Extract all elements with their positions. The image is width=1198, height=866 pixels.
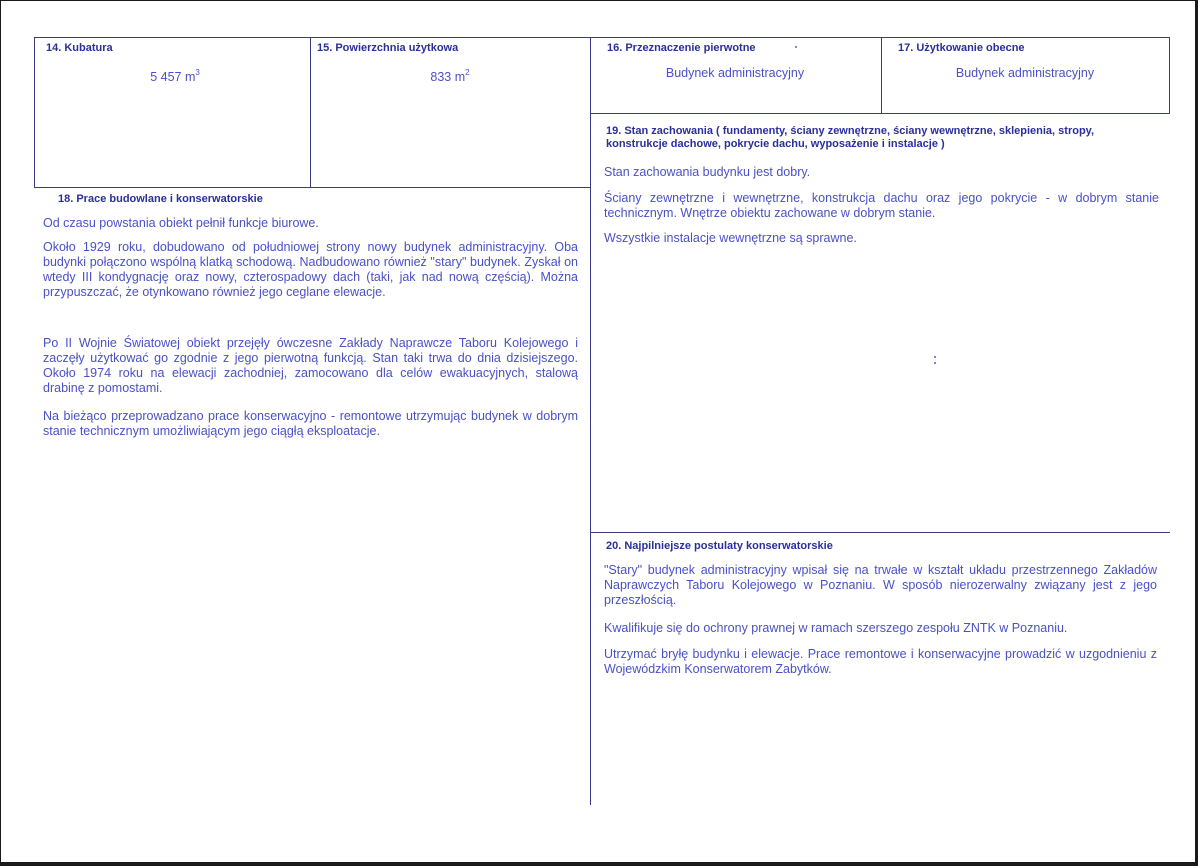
field-19-paragraph: Stan zachowania budynku jest dobry. <box>604 165 811 179</box>
field-20-paragraph: Utrzymać bryłę budynku i elewacje. Prace remontowe i konserwacyjne prowadzić w uzgodnieniu z Wojewódzkim Konserwatorem Zabytków. <box>604 647 1157 676</box>
field-15-number: 833 m <box>430 70 466 84</box>
field-18-paragraph: Po II Wojnie Światowej obiekt przejęły ówczesne Zakłady Naprawcze Taboru Kolejowego i zaczęły użytkować go zgodnie z jego pierwotną funkcją. Stan taki trwa do dnia dzisiejszego. Około 1974 roku na elewacji zachodniej, zamocowano dla celów ewakuacyjnych, stalową drabinę z pomostami. <box>43 336 578 395</box>
field-19-label: 19. Stan zachowania ( fundamenty, ściany zewnętrzne, ściany wewnętrzne, sklepienia, stropy, konstrukcje dachowe, pokrycie dachu, wyposażenie i instalacje ) <box>606 125 1095 150</box>
scan-speck <box>934 356 936 358</box>
field-19-paragraph: Wszystkie instalacje wewnętrzne są sprawne. <box>604 231 857 245</box>
field-15-label: 15. Powierzchnia użytkowa <box>317 42 459 54</box>
rule-under-16-17 <box>590 113 1170 114</box>
rule-left <box>34 37 35 187</box>
field-17-value: Budynek administracyjny <box>955 66 1095 80</box>
field-15-value <box>390 65 510 85</box>
field-18-paragraph: Na bieżąco przeprowadzano prace konserwacyjno - remontowe utrzymując budynek w dobrym stanie technicznym umożliwiającym jego ciągłą eksploatacje. <box>43 409 578 438</box>
rule-under-14-15 <box>34 187 591 188</box>
field-18-label: 18. Prace budowlane i konserwatorskie <box>58 193 263 205</box>
rule-divider-14-15 <box>310 37 311 187</box>
rule-divider-16-17 <box>881 37 882 113</box>
field-18-paragraph: Około 1929 roku, dobudowano od południowej strony nowy budynek administracyjny. Oba budynki połączono wspólną klatką schodową. Nadbudowano również "stary" budynek. Zyskał on wtedy III kondygnację oraz nowy, czterospadowy dach (taki, jak nad nową częścią). Można przypuszczać, że otynkowano również jego ceglane elewacje. <box>43 240 578 299</box>
rule-under-19 <box>590 532 1170 533</box>
field-17-label: 17. Użytkowanie obecne <box>898 42 1025 54</box>
field-14-number: 5 457 m <box>150 70 196 84</box>
scan-speck <box>795 46 797 48</box>
field-16-value: Budynek administracyjny <box>665 66 805 80</box>
field-20-paragraph: Kwalifikuje się do ochrony prawnej w ramach szerszego zespołu ZNTK w Poznaniu. <box>604 621 1068 635</box>
field-18-paragraph: Od czasu powstania obiekt pełnił funkcje biurowe. <box>43 216 319 230</box>
field-16-label: 16. Przeznaczenie pierwotne <box>607 42 756 54</box>
rule-top <box>34 37 1170 38</box>
rule-center <box>590 37 591 805</box>
frame-edge-bottom <box>0 862 1198 866</box>
field-20-paragraph: "Stary" budynek administracyjny wpisał się na trwałe w kształt układu przestrzennego Zakładów Naprawczych Taboru Kolejowego w Poznaniu. W sposób nierozerwalny związany jest z jego przeszłością. <box>604 563 1157 607</box>
field-15-unit-exponent: 2 <box>465 68 470 77</box>
field-14-value <box>110 65 240 85</box>
field-14-unit-exponent: 3 <box>195 68 200 77</box>
scan-speck <box>934 362 936 364</box>
field-20-label: 20. Najpilniejsze postulaty konserwatorskie <box>606 540 833 552</box>
rule-right <box>1169 37 1170 113</box>
field-14-label: 14. Kubatura <box>46 42 113 54</box>
field-19-paragraph: Ściany zewnętrzne i wewnętrzne, konstrukcja dachu oraz jego pokrycie - w dobrym stanie technicznym. Wnętrze obiektu zachowane w dobrym stanie. <box>604 191 1159 220</box>
